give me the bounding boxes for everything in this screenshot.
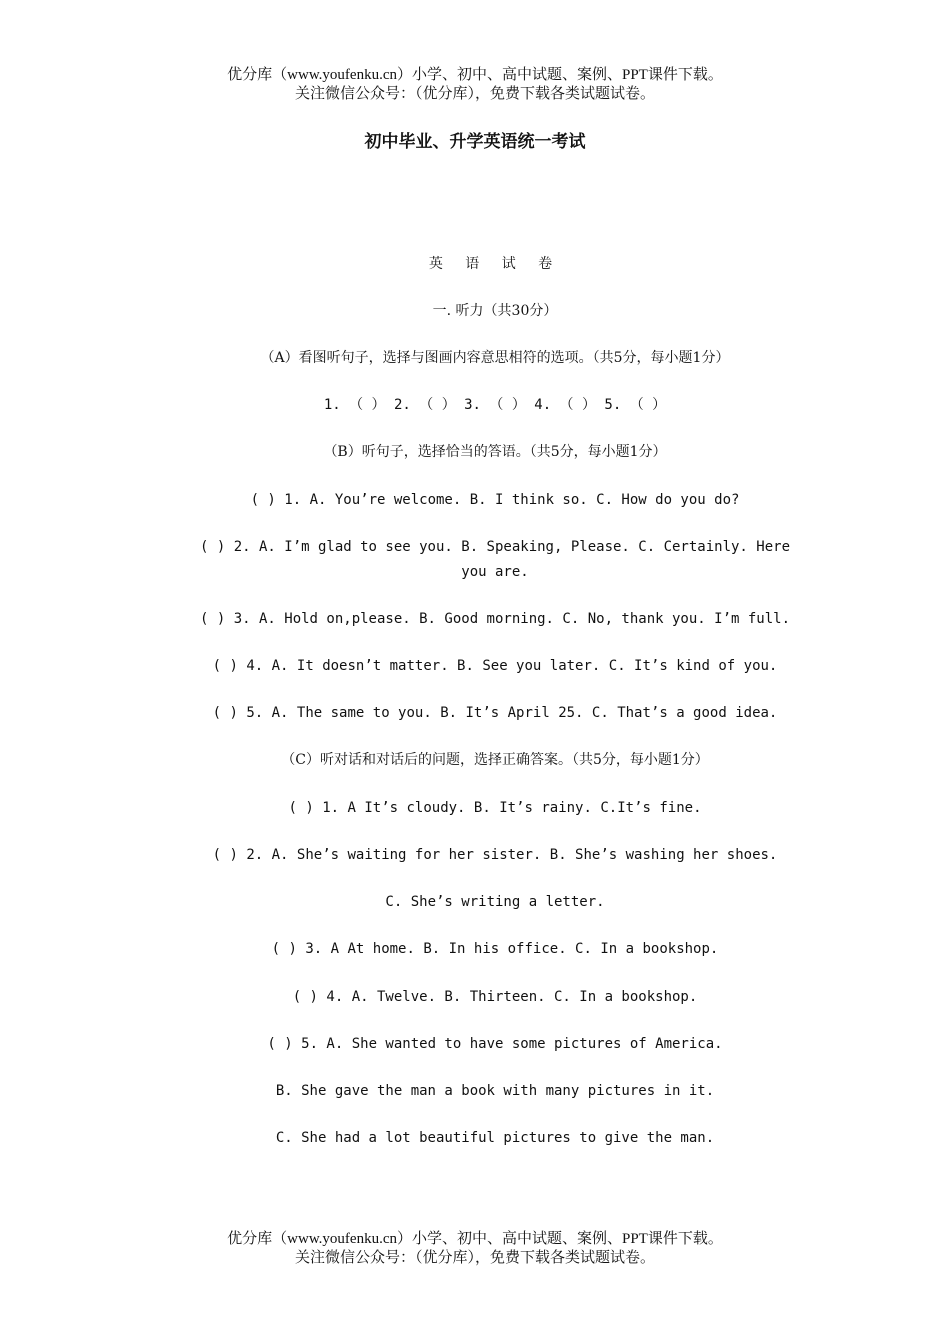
- part-b-question-3: ( ) 3. A. Hold on,please. B. Good morning. C. No, thank you. I’m full.: [199, 611, 790, 627]
- part-b-question-5: ( ) 5. A. The same to you. B. It’s April 25. C. That’s a good idea.: [212, 705, 778, 721]
- footer-line-1: 优分库（www.youfenku.cn）小学、初中、高中试题、案例、PPT课件下载。: [227, 1231, 723, 1247]
- part-c-instruction: （C）听对话和对话后的问题，选择正确答案。（共5分，每小题1分）: [281, 752, 709, 768]
- part-b-question-4: ( ) 4. A. It doesn’t matter. B. See you later. C. It’s kind of you.: [212, 658, 778, 674]
- part-c-question-2: ( ) 2. A. She’s waiting for her sister. B. She’s washing her shoes.: [212, 847, 778, 863]
- part-b-instruction: （B）听句子，选择恰当的答语。（共5分，每小题1分）: [323, 444, 667, 460]
- part-c-question-5-option-c: C. She had a lot beautiful pictures to give the man.: [275, 1130, 715, 1146]
- exam-title: 初中毕业、升学英语统一考试: [364, 132, 586, 152]
- footer-line-2: 关注微信公众号：（优分库），免费下载各类试题试卷。: [294, 1250, 655, 1266]
- part-a-answer-blanks: 1. （ ） 2. （ ） 3. （ ） 4. （ ） 5. （ ）: [323, 397, 667, 413]
- part-c-question-5-option-b: B. She gave the man a book with many pictures in it.: [275, 1083, 715, 1099]
- section-listening-heading: 一. 听力（共30分）: [432, 303, 558, 319]
- paper-title: 英 语 试 卷: [428, 256, 562, 272]
- part-a-instruction: （A）看图听句子，选择与图画内容意思相符的选项。（共5分，每小题1分）: [260, 350, 730, 366]
- part-c-question-1: ( ) 1. A It’s cloudy. B. It’s rainy. C.It’s fine.: [288, 800, 702, 816]
- header-line-2: 关注微信公众号：（优分库），免费下载各类试题试卷。: [294, 86, 655, 102]
- header-line-1: 优分库（www.youfenku.cn）小学、初中、高中试题、案例、PPT课件下载。: [227, 67, 723, 83]
- part-c-question-5: ( ) 5. A. She wanted to have some pictures of America.: [267, 1036, 723, 1052]
- part-c-question-4: ( ) 4. A. Twelve. B. Thirteen. C. In a bookshop.: [292, 989, 698, 1005]
- part-b-question-1: ( ) 1. A. You’re welcome. B. I think so. C. How do you do?: [250, 492, 740, 508]
- part-c-question-2-option-c: C. She’s writing a letter.: [385, 894, 605, 910]
- part-c-question-3: ( ) 3. A At home. B. In his office. C. In a bookshop.: [271, 941, 719, 957]
- part-b-question-2: ( ) 2. A. I’m glad to see you. B. Speaking, Please. C. Certainly. Here you are.: [199, 539, 790, 580]
